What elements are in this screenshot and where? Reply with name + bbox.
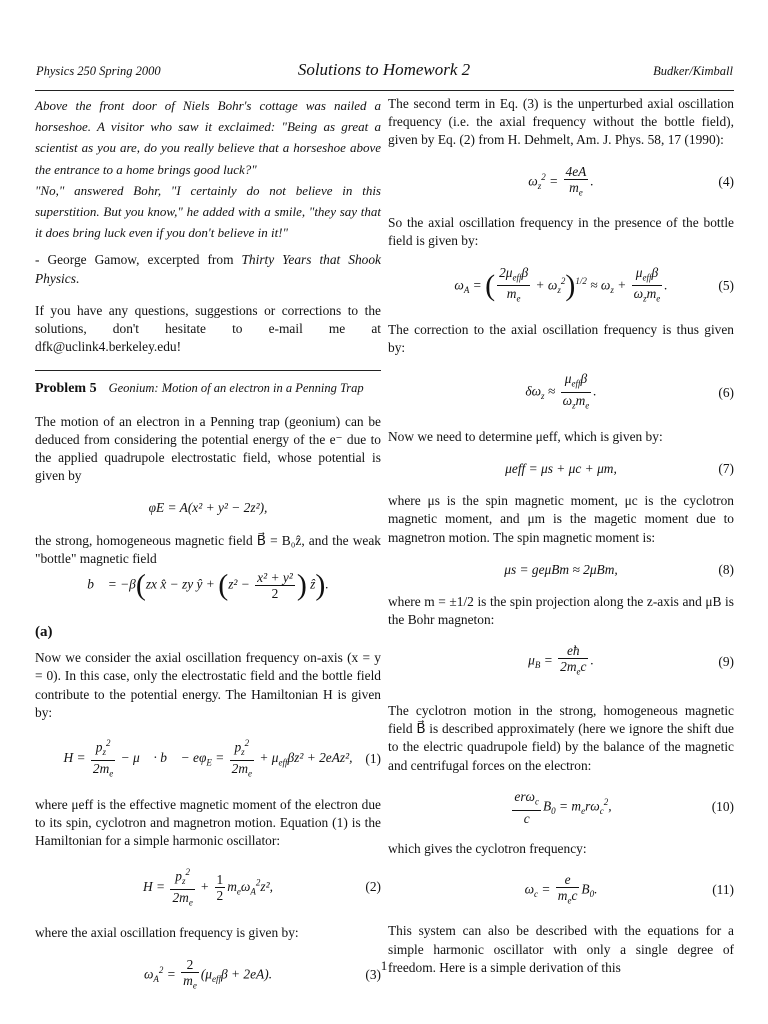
system-paragraph: This system can also be described with the equations for a simple harmonic oscillator with only a single degree of freedom. Here is a simple derivation of this xyxy=(388,923,734,975)
correction-paragraph: The correction to the axial oscillation frequency is thus given by: xyxy=(388,322,734,356)
equation-6: $\delta\omega_z$ ≈ $\frac{\mu_{eff}\beta}{\omega_zm_e}$ . (6) xyxy=(525,371,734,411)
fields-paragraph: the strong, homogeneous magnetic field B⃗ = B₀ẑ, and the weak "bottle" magnetic field xyxy=(35,532,381,566)
equation-5-number: (5) xyxy=(718,277,734,293)
equation-10: $\frac{er\omega_c}{c}$ $B_0 = m_er\omega_c^2$, (10) xyxy=(514,788,734,826)
header-title: Solutions to Homework 2 xyxy=(297,60,471,79)
problem-title: Geonium: Motion of an electron in a Penning Trap xyxy=(108,381,364,396)
problem-label: Problem 5 xyxy=(35,381,97,397)
equation-4-number: (4) xyxy=(718,173,734,189)
equation-4: $\omega_z^2$ = $\frac{4eA}{m_e}$ . (4) xyxy=(528,163,734,198)
equation-11: $\omega_c$ = $\frac{e}{m_ec}$ $B_0$. (11) xyxy=(524,871,734,906)
bohr-quote-1: Above the front door of Niels Bohr's cottage was nailed a horseshoe. A visitor who saw it exclaimed: "Being as great a scientist as you are, do you really believe that a horseshoe above the entrance to a home brings good luck?" xyxy=(35,98,381,177)
contact-note: If you have any questions, suggestions or corrections to the solutions, don't hesitate to e-mail me at dfk@uclink4.berkeley.edu! xyxy=(35,302,381,355)
spin-paragraph: where μs is the spin magnetic moment, μc is the cyclotron magnetic moment, and μm is the magetic moment due to magnetron motion. The spin magnetic moment is: xyxy=(388,493,734,545)
equation-10-number: (10) xyxy=(711,799,734,815)
equation-2: H = $\frac{p_z^2}{2m_e}$ + $\frac{1}{2}$ $m_e\omega_A^2z^2$, (2) xyxy=(143,866,381,908)
equation-7: μeff = μs + μc + μm, (7) xyxy=(388,460,734,478)
equation-7-number: (7) xyxy=(718,460,734,476)
equation-6-number: (6) xyxy=(718,384,734,400)
equation-9: $\mu_B$ = $\frac{eħ}{2m_ec}$ . (9) xyxy=(528,643,734,678)
equation-11-number: (11) xyxy=(712,881,734,897)
axial-freq-paragraph: where the axial oscillation frequency is given by: xyxy=(35,925,299,941)
equation-phi: φE = A(x² + y² − 2z²), xyxy=(148,500,268,516)
header-rule xyxy=(35,90,734,91)
cyclotron-paragraph: The cyclotron motion in the strong, homogeneous magnetic field B⃗ is described approximately (here we ignore the shift due to the electric quadrupole field) by the balance of the magnetic and centrifugal forces on the electron: xyxy=(388,703,734,773)
gives-paragraph: which gives the cyclotron frequency: xyxy=(388,840,587,856)
equation-2-number: (2) xyxy=(365,879,381,895)
mueff-paragraph: where μeff is the effective magnetic moment of the electron due to its spin, cyclotron and magnetron motion. Equation (1) is the Hamiltonian for a simple harmonic oscillator: xyxy=(35,796,381,849)
determine-paragraph: Now we need to determine μeff, which is given by: xyxy=(388,428,663,444)
equation-1-number: (1) xyxy=(365,750,381,766)
equation-1: H = $\frac{p_z^2}{2m_e}$ − μ⃗ · b⃗ − $e\varphi_E$ = $\frac{p_z^2}{2m_e}$ + $\mu_{eff}\beta z^2 + 2eAz^2$, (1) xyxy=(63,738,381,779)
equation-5: $\omega_A$ = ( $\frac{2\mu_{eff}\beta}{m_e}$ + $\omega_z^2)^{1/2} \approx \omega_z$ + $\frac{\mu_{eff}\beta}{\omega_zm_e}$ . (5) xyxy=(454,264,734,305)
header-authors: Budker/Kimball xyxy=(653,64,733,78)
second-term-paragraph: The second term in Eq. (3) is the unperturbed axial oscillation frequency (i.e. the axial frequency without the bottle field), given by Eq. (2) from H. Dehmelt, Am. J. Phys. 58, 17 (1990): xyxy=(388,96,734,148)
equation-3: $\omega_A^2$ = $\frac{2}{m_e}$ $(\mu_{eff}\beta + 2eA)$. (3) xyxy=(143,956,381,991)
presence-paragraph: So the axial oscillation frequency in the presence of the bottle field is given by: xyxy=(388,215,734,249)
projection-paragraph: where m = ±1/2 is the spin projection along the z-axis and μB is the Bohr magneton: xyxy=(388,594,734,628)
bohr-quote-2: "No," answered Bohr, "I certainly do not believe in this superstition. But you know," he added with a smile, "they say that it does bring luck even if you don't believe in it!" xyxy=(35,182,381,241)
left-column xyxy=(35,95,381,993)
page-number: 1 xyxy=(380,958,388,973)
header-course: Physics 250 Spring 2000 xyxy=(36,64,161,78)
subpart-a-heading: (a) xyxy=(35,624,53,641)
axial-paragraph: Now we consider the axial oscillation frequency on-axis (x = y = 0). In this case, only the electrostatic field and the bottle field contribute to the potential energy. The Hamiltonian H is given by: xyxy=(35,650,381,720)
quote-attribution: - George Gamow, excerpted from Thirty Years that Shook Physics. xyxy=(35,252,381,286)
equation-8-number: (8) xyxy=(718,561,734,577)
equation-9-number: (9) xyxy=(718,653,734,669)
equation-3-number: (3) xyxy=(365,966,381,982)
intro-paragraph: The motion of an electron in a Penning trap (geonium) can be deduced from considering the potential energy of the e⁻ due to the applied quadrupole electrostatic field, whose potential is given by xyxy=(35,413,381,484)
right-column xyxy=(388,95,734,977)
equation-bottle-field: b⃗ = −β(zx x̂ − zy ŷ + (z² − $\frac{\text{x² + y²}}{2}$ ) ẑ). xyxy=(87,568,329,602)
equation-8: μs = geμBm ≈ 2μBm, (8) xyxy=(388,561,734,579)
problem-heading xyxy=(35,379,381,398)
